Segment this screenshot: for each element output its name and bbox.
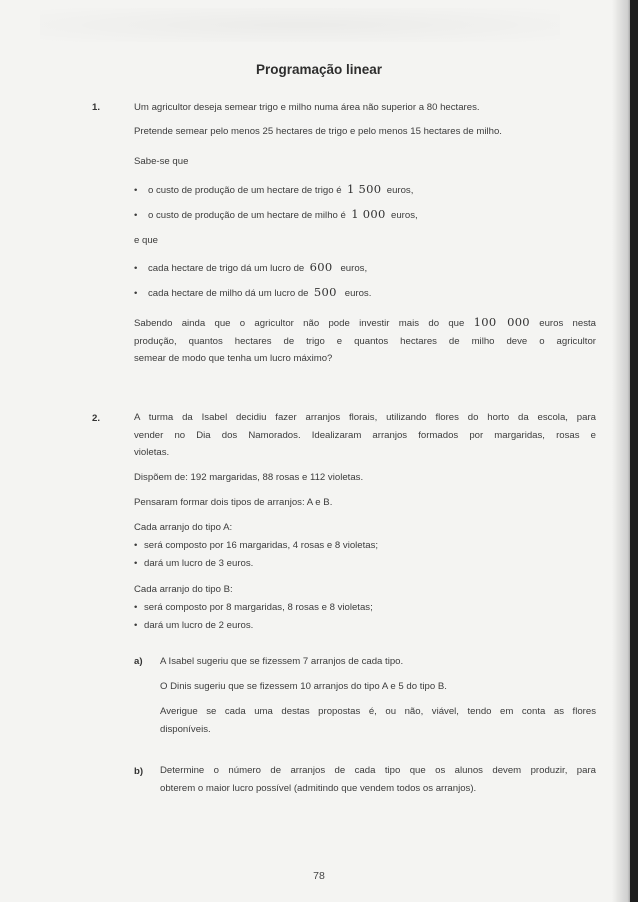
q1-eque: e que [134,235,159,246]
q2-a-paragraph [160,703,596,738]
bullet-glyph: • [134,288,138,299]
q2-b-line-1: Determine o número de arranjos de cada tipo que os alunos devem produzir, para [160,765,596,776]
bullet-glyph: • [134,185,138,196]
q1-final-line-3: semear de modo que tenha um lucro máximo? [134,353,333,364]
q1-final-line-2: produção, quantos hectares de trigo e quantos hectares de milho deve o agricultor [134,335,596,347]
scan-shadow [40,8,560,42]
q2-type-b-heading: Cada arranjo do tipo B: [134,584,233,595]
page-title: Programação linear [255,62,383,77]
q1-bullet-3-value: 600 [309,260,333,274]
q2-intro-line-1: A turma da Isabel decidiu fazer arranjos florais, utilizando flores do horto da escola, para [134,412,596,423]
bullet-glyph: • [134,620,138,631]
bullet-glyph: • [134,602,138,613]
q1-bullet-1: • o custo de produção de um hectare de trigo é 1 500 euros, [134,182,414,196]
scan-binding-edge [630,0,638,902]
q2-type-a-bullet-2: • dará um lucro de 3 euros. [134,558,254,569]
q2-subquestion-a-label: a) [134,656,143,667]
bullet-glyph: • [134,540,138,551]
q1-bullet-2: • o custo de produção de um hectare de milho é 1 000 euros, [134,207,418,221]
q1-bullet-3: • cada hectare de trigo dá um lucro de 600 euros, [134,260,368,274]
bullet-glyph: • [134,263,138,274]
q2-a-line-4: disponíveis. [160,723,211,735]
q1-final-line-1: Sabendo ainda que o agricultor não pode investir mais do que 100 000 euros nesta [134,315,597,329]
q2-type-b-bullet-1: • será composto por 8 margaridas, 8 rosas e 8 violetas; [134,602,373,613]
q2-intro-line-2: vender no Dia dos Namorados. Idealizaram arranjos formados por margaridas, rosas e [134,429,596,441]
q1-sabe: Sabe-se que [134,156,189,167]
q2-a-line-2: O Dinis sugeriu que se fizessem 10 arranjos do tipo A e 5 do tipo B. [160,681,447,692]
q2-type-a-heading: Cada arranjo do tipo A: [134,522,233,533]
page-number: 78 [313,870,325,882]
q2-pensaram: Pensaram formar dois tipos de arranjos: A e B. [134,497,333,508]
q2-type-a-bullet-1: • será composto por 16 margaridas, 4 rosas e 8 violetas; [134,540,379,551]
q1-line-2: Pretende semear pelo menos 25 hectares de trigo e pelo menos 15 hectares de milho. [134,126,502,137]
q2-dispoem: Dispõem de: 192 margaridas, 88 rosas e 112 violetas. [134,472,364,483]
q1-line-1: Um agricultor deseja semear trigo e milho numa área não superior a 80 hectares. [134,102,480,113]
question-1-number: 1. [92,102,101,113]
q2-a-line-1: A Isabel sugeriu que se fizessem 7 arranjos de cada tipo. [160,656,404,667]
q2-type-b-bullet-2: • dará um lucro de 2 euros. [134,620,254,631]
q1-final-value: 100 000 [473,315,530,329]
question-2-number: 2. [92,413,101,424]
q2-b-paragraph [160,762,596,797]
q2-b-line-2: obterem o maior lucro possível (admitindo que vendem todos os arranjos). [160,782,477,794]
q2-intro-paragraph [134,409,596,462]
q2-intro-line-3: violetas. [134,447,170,458]
q1-bullet-4-value: 500 [313,285,337,299]
q1-bullet-4: • cada hectare de milho dá um lucro de 500 euros. [134,285,372,299]
q2-a-line-3: Averigue se cada uma destas propostas é, ou não, viável, tendo em conta as flores [160,706,596,717]
bullet-glyph: • [134,210,138,221]
bullet-glyph: • [134,558,138,569]
q2-subquestion-b-label: b) [134,766,144,777]
q1-final-paragraph [134,314,596,368]
q1-bullet-2-value: 1 000 [351,207,386,221]
q1-bullet-1-value: 1 500 [346,182,382,196]
